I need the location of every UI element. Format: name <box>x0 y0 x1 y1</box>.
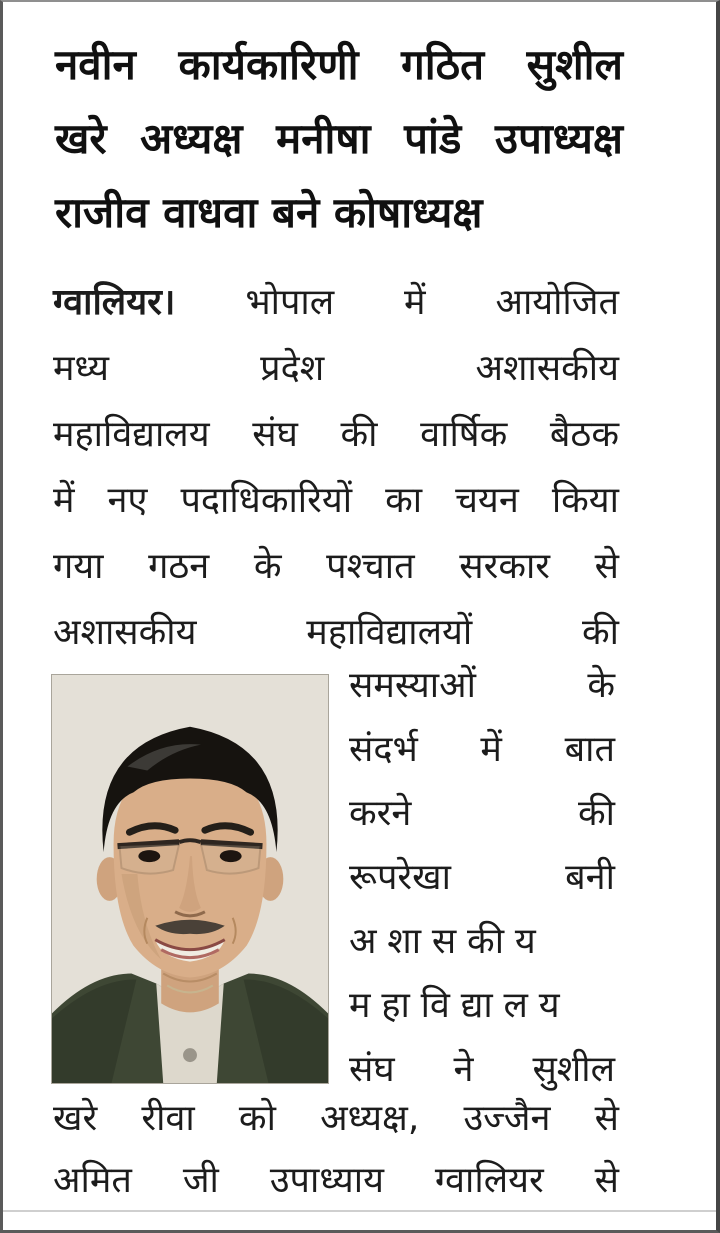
body-line: अमित जी उपाध्याय ग्वालियर से <box>53 1160 619 1201</box>
headline-line-3: राजीव वाधवा बने कोषाध्यक्ष <box>55 188 483 237</box>
article-body-right-column <box>349 654 615 1102</box>
body-line <box>53 270 619 336</box>
portrait-photo <box>51 674 329 1084</box>
article-body-bottom <box>53 1088 619 1212</box>
bottom-divider <box>3 1210 716 1212</box>
body-line: महाविद्यालय <box>349 985 571 1026</box>
body-line-text: भोपाल में आयोजित <box>245 282 619 323</box>
article-body-top <box>53 270 619 666</box>
body-line: समस्याओं के <box>349 665 615 706</box>
man-portrait-image <box>52 675 328 1083</box>
dateline-city: ग्वालियर। <box>53 282 176 323</box>
headline-line-2: खरे अध्यक्ष मनीषा पांडे उपाध्यक्ष <box>55 114 623 163</box>
body-line: रूपरेखा बनी <box>349 857 615 898</box>
article-headline <box>55 28 623 250</box>
body-line: अशासकीय महाविद्यालयों की <box>53 612 619 653</box>
body-line: खरे रीवा को अध्यक्ष, उज्जैन से <box>53 1098 619 1139</box>
body-line: करने की <box>349 793 615 834</box>
body-line: संदर्भ में बात <box>349 729 615 770</box>
body-line: मध्य प्रदेश अशासकीय <box>53 348 619 389</box>
body-line: में नए पदाधिकारियों का चयन किया <box>53 480 619 521</box>
body-line: महाविद्यालय संघ की वार्षिक बैठक <box>53 414 619 455</box>
body-line: गया गठन के पश्चात सरकार से <box>53 546 619 587</box>
body-line: संघ ने सुशील <box>349 1049 615 1090</box>
headline-line-1: नवीन कार्यकारिणी गठित सुशील <box>55 40 623 89</box>
body-line: अशासकीय <box>349 921 547 962</box>
